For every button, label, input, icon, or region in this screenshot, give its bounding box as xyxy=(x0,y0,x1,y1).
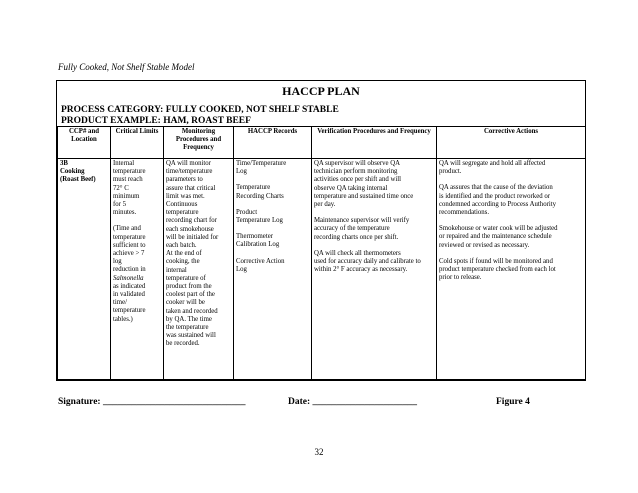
corrective-action-item: QA assures that the cause of the deviation is identified and the product reworked or condemned according to Process Authority recommendations. xyxy=(439,184,557,217)
model-title: Fully Cooked, Not Shelf Stable Model xyxy=(58,62,195,72)
record-item: Thermometer Calibration Log xyxy=(236,233,280,249)
critical-limit-organism: Salmonella xyxy=(113,274,144,282)
page-number: 32 xyxy=(314,447,324,457)
header-critical-limits: Critical Limits xyxy=(111,127,164,159)
critical-limit-text: (Time and temperature sufficient to achieve > 7 log reduction in xyxy=(113,225,146,274)
haccp-plan-box xyxy=(56,80,586,381)
corrective-action-item: Cold spots if found will be monitored and product temperature checked from each lot prior to release. xyxy=(439,257,556,282)
process-category: PROCESS CATEGORY: FULLY COOKED, NOT SHELF STABLE xyxy=(61,105,339,115)
corrective-action-item: QA will segregate and hold all affected product. xyxy=(439,160,546,176)
critical-limits-cell xyxy=(111,159,164,380)
critical-limit-text: as indicated in validated time/ temperature tables.) xyxy=(113,282,146,323)
ccp-location: 3B Cooking (Roast Beef) xyxy=(60,160,96,184)
header-records: HACCP Records xyxy=(234,127,312,159)
table-header-row xyxy=(58,127,586,159)
header-ccp: CCP# and Location xyxy=(58,127,111,159)
signature-line: Signature: ______________________________ xyxy=(58,397,246,407)
verification-cell xyxy=(312,159,437,380)
corrective-action-item: Smokehouse or water cook will be adjusted or repaired and the maintenance schedule reviewed or revised as necessary. xyxy=(439,225,558,249)
monitoring-cell xyxy=(164,159,234,380)
corrective-actions-cell xyxy=(437,159,586,380)
product-example: PRODUCT EXAMPLE: HAM, ROAST BEEF xyxy=(61,115,251,126)
verification-item: QA will check all thermometers used for accuracy daily and calibrate to within 2° F accuracy as necessary. xyxy=(314,249,421,274)
plan-heading: HACCP PLAN xyxy=(282,84,360,98)
header-monitoring: Monitoring Procedures and Frequency xyxy=(164,127,234,159)
figure-label: Figure 4 xyxy=(496,397,530,407)
critical-limit-text: Internal temperature must reach 72° C minimum for 5 minutes. xyxy=(113,160,146,217)
record-item: Corrective Action Log xyxy=(236,257,285,273)
process-block xyxy=(57,105,585,126)
verification-item: QA supervisor will observe QA technician perform monitoring activities once per shift and will observe QA taking internal temperature and sustained time once per day. xyxy=(314,160,414,209)
verification-item: Maintenance supervisor will verify accuracy of the temperature recording charts once per shift. xyxy=(314,217,410,241)
table-row xyxy=(58,159,586,380)
record-item: Temperature Recording Charts xyxy=(236,184,284,200)
header-corrective-actions: Corrective Actions xyxy=(437,127,586,159)
monitoring-text: QA will monitor time/temperature parameters to assure that critical limit was met. Continuous temperature recording chart for each smokehouse will be initialed for each batch. At the end of cooking, the internal temperature of product from the coolest part of the cooker will be taken and recorded by QA. The time the temperature was sustained will be recorded. xyxy=(166,160,219,348)
haccp-table xyxy=(57,126,586,380)
date-line: Date: ______________________ xyxy=(288,397,418,407)
record-item: Product Temperature Log xyxy=(236,208,283,225)
ccp-cell xyxy=(58,159,111,380)
record-item: Time/Temperature Log xyxy=(236,160,287,176)
records-cell xyxy=(234,159,312,380)
header-verification: Verification Procedures and Frequency xyxy=(312,127,437,159)
